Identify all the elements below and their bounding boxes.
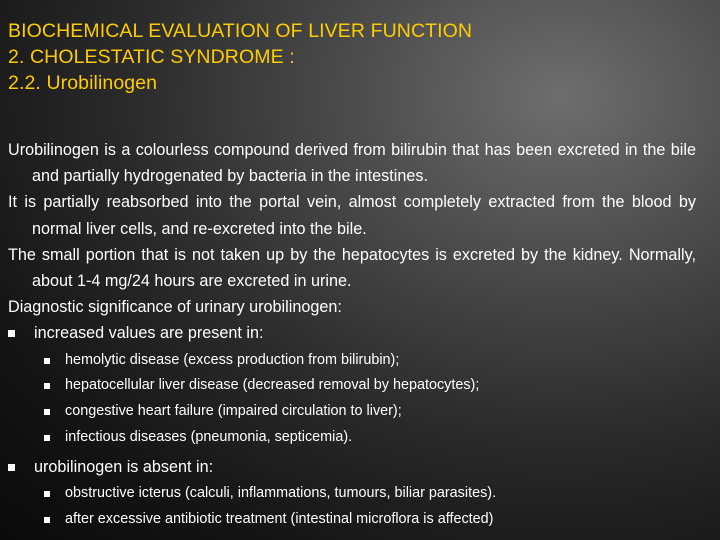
title-line-main: BIOCHEMICAL EVALUATION OF LIVER FUNCTION [8,20,473,42]
title-line-subsection: 2.2. Urobilinogen [8,72,158,94]
list-item [8,425,696,451]
list-item-text: hepatocellular liver disease (decreased removal by hepatocytes); [65,377,480,394]
list-item-text: congestive heart failure (impaired circulation to liver); [65,403,402,420]
slide-title [8,18,472,96]
absent-list [8,480,696,536]
list-item-text: obstructive icterus (calculi, inflammations, tumours, biliar parasites). [65,485,497,502]
list-item-text: hemolytic disease (excess production from bilirubin); [65,351,400,368]
bullet-absent-label: urobilinogen is absent in: [34,457,214,476]
paragraph-reabsorption: It is partially reabsorbed into the portal vein, almost completely extracted from the blood by normal liver cells, and re-excreted into the bile. [8,193,696,238]
list-item [8,481,696,507]
square-bullet-icon [44,358,50,364]
list-item [8,348,696,374]
square-bullet-icon [8,330,15,337]
list-item [8,373,696,399]
square-bullet-icon [44,435,50,441]
bullet-increased-values [8,320,696,346]
square-bullet-icon [8,464,15,471]
list-item [8,399,696,425]
paragraph-diagnostic: Diagnostic significance of urinary urobilinogen: [8,298,342,317]
paragraph-definition: Urobilinogen is a colourless compound derived from bilirubin that has been excreted in the bile and partially hydrogenated by bacteria in the intestines. [8,141,696,186]
slide-body [8,137,696,536]
square-bullet-icon [44,383,50,389]
paragraph-excretion: The small portion that is not taken up by the hepatocytes is excreted by the kidney. Normally, about 1-4 mg/24 hours are excreted in urine. [8,245,696,291]
bullet-increased-label: increased values are present in: [34,324,264,343]
bullet-absent [8,454,696,480]
increased-values-list [8,347,696,454]
square-bullet-icon [44,491,50,497]
list-item-text: after excessive antibiotic treatment (intestinal microflora is affected) [65,510,494,527]
square-bullet-icon [44,409,50,415]
title-line-section: 2. CHOLESTATIC SYNDROME : [8,46,295,68]
list-item [8,507,696,533]
list-item-text: infectious diseases (pneumonia, septicemia). [65,429,353,446]
square-bullet-icon [44,517,50,523]
